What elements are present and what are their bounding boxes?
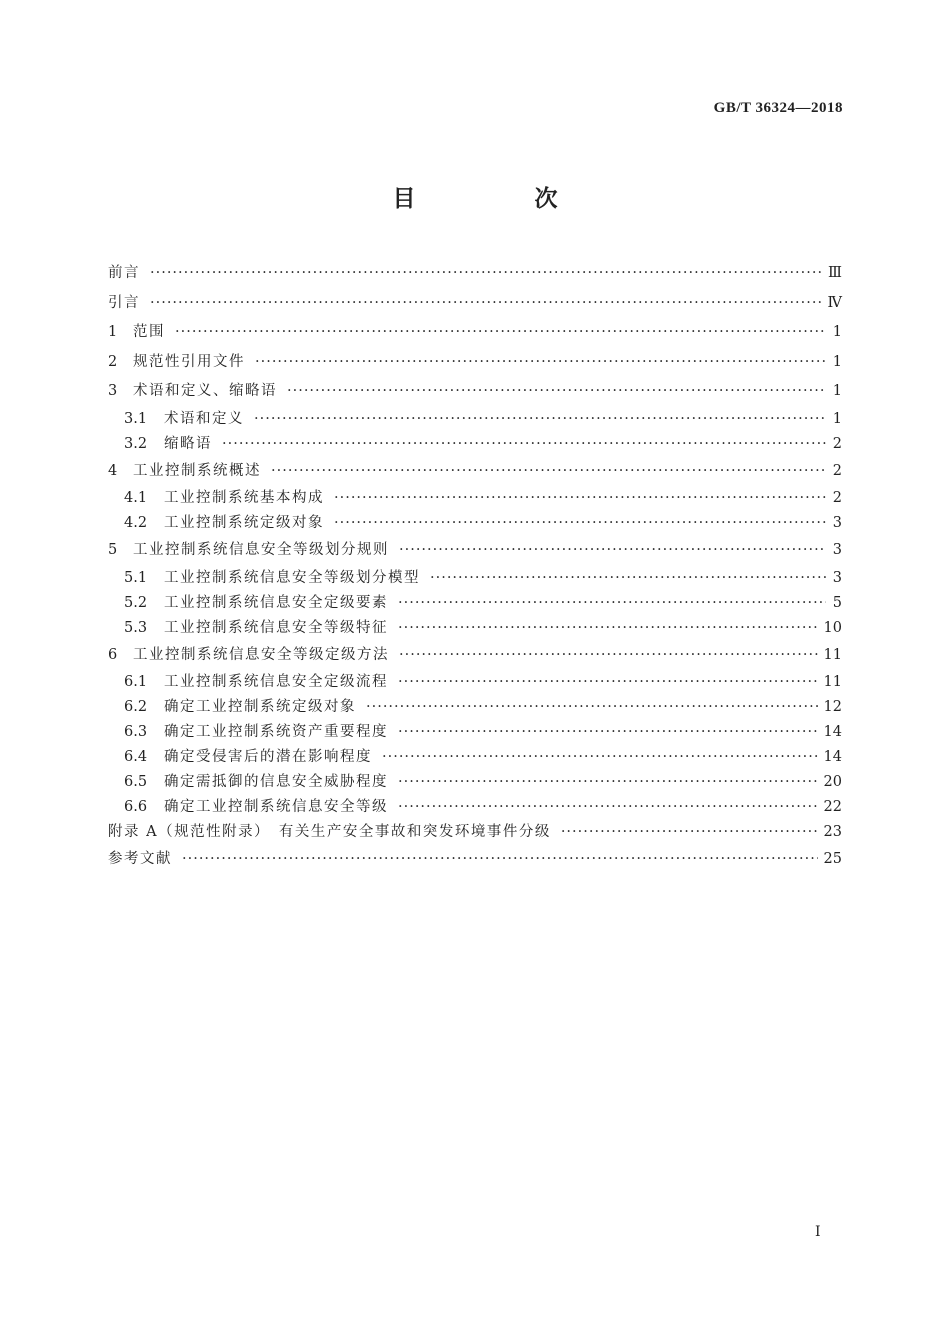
toc-title: 目 次 xyxy=(392,185,606,212)
toc-subentry[interactable] xyxy=(108,695,842,720)
toc-leader xyxy=(398,670,818,695)
toc-entry-text: 确定工业控制系统资产重要程度 xyxy=(164,724,388,740)
toc-entry-page: 1 xyxy=(832,410,842,427)
toc-entry[interactable] xyxy=(108,259,842,289)
toc-leader xyxy=(150,259,822,289)
toc-entry-page: 25 xyxy=(823,851,842,867)
toc-entry-text: 确定需抵御的信息安全威胁程度 xyxy=(164,774,388,790)
toc-entry-text: 工业控制系统信息安全定级要素 xyxy=(164,594,388,611)
toc-leader xyxy=(182,845,818,875)
toc-entry-text: 前言 xyxy=(108,265,140,281)
toc-leader xyxy=(398,720,818,745)
toc-entry-number: 3.1 xyxy=(124,410,148,427)
toc-leader xyxy=(398,795,818,820)
toc-entry-number: 6.6 xyxy=(124,799,148,815)
toc-leader xyxy=(366,695,818,720)
toc-entry-number: 4.2 xyxy=(124,515,148,531)
toc-entry-number: 6.5 xyxy=(124,774,148,790)
toc-entry-page: 5 xyxy=(832,594,842,611)
toc-entry-number: 1 xyxy=(108,324,118,340)
toc-entry-text: 参考文献 xyxy=(108,851,172,867)
toc-entry-number: 6.2 xyxy=(124,699,148,715)
toc-entry-page: 10 xyxy=(823,619,842,636)
toc-entry[interactable] xyxy=(108,457,842,487)
toc-entry[interactable] xyxy=(108,845,842,875)
toc-entry-text: 确定工业控制系统信息安全等级 xyxy=(164,799,388,815)
toc-entry-text: 工业控制系统概述 xyxy=(133,462,261,479)
toc-leader xyxy=(255,348,826,378)
toc-entry-text: 附录 A（规范性附录） 有关生产安全事故和突发环境事件分级 xyxy=(108,824,551,840)
page-number: Ⅰ xyxy=(815,1224,821,1240)
toc-entry-number: 6.1 xyxy=(124,674,148,690)
toc-leader xyxy=(222,432,826,457)
toc-subentry[interactable] xyxy=(108,616,842,641)
toc-subentry[interactable] xyxy=(108,432,842,457)
toc-entry[interactable] xyxy=(108,377,842,407)
toc-leader xyxy=(382,745,818,770)
toc-entry-page: 2 xyxy=(832,490,842,506)
toc-entry-page: 20 xyxy=(823,774,842,790)
toc-entry-page: 3 xyxy=(832,542,842,558)
toc-entry-number: 5.2 xyxy=(124,594,148,611)
toc-entry-page: 23 xyxy=(823,824,842,840)
toc-entry[interactable] xyxy=(108,820,842,845)
toc-entry-page: 14 xyxy=(823,749,842,765)
toc-entry[interactable] xyxy=(108,536,842,566)
toc-entry[interactable] xyxy=(108,318,842,348)
toc-leader xyxy=(254,407,826,432)
toc-entry-number: 4 xyxy=(108,462,118,479)
toc-leader xyxy=(430,566,826,591)
table-of-contents xyxy=(108,259,842,875)
toc-entry-page: 12 xyxy=(823,699,842,715)
standard-number: GB/T 36324—2018 xyxy=(713,100,843,116)
toc-entry-page: Ⅳ xyxy=(827,294,842,311)
toc-entry[interactable] xyxy=(108,348,842,378)
toc-entry-text: 工业控制系统信息安全等级定级方法 xyxy=(133,646,389,663)
toc-entry-number: 5.1 xyxy=(124,569,148,586)
toc-entry-number: 3 xyxy=(108,383,118,399)
toc-entry-text: 引言 xyxy=(108,294,140,311)
toc-subentry[interactable] xyxy=(108,720,842,745)
toc-leader xyxy=(334,486,826,511)
toc-entry-text: 工业控制系统信息安全等级划分模型 xyxy=(164,569,420,586)
toc-entry-text: 工业控制系统信息安全定级流程 xyxy=(164,674,388,690)
toc-entry-text: 规范性引用文件 xyxy=(133,353,245,370)
toc-subentry[interactable] xyxy=(108,486,842,511)
toc-entry-page: 2 xyxy=(832,435,842,452)
toc-entry-page: 3 xyxy=(832,569,842,586)
toc-entry-text: 术语和定义、缩略语 xyxy=(133,383,277,399)
toc-entry-text: 工业控制系统信息安全等级特征 xyxy=(164,619,388,636)
toc-subentry[interactable] xyxy=(108,770,842,795)
toc-entry-page: 14 xyxy=(823,724,842,740)
toc-entry-number: 6.3 xyxy=(124,724,148,740)
toc-entry-text: 工业控制系统信息安全等级划分规则 xyxy=(133,542,389,558)
toc-subentry[interactable] xyxy=(108,511,842,536)
toc-leader xyxy=(287,377,826,407)
toc-subentry[interactable] xyxy=(108,407,842,432)
toc-leader xyxy=(271,457,826,487)
toc-subentry[interactable] xyxy=(108,795,842,820)
toc-leader xyxy=(150,289,822,319)
toc-leader xyxy=(398,591,826,616)
toc-leader xyxy=(175,318,826,348)
toc-entry-number: 4.1 xyxy=(124,490,148,506)
toc-entry-number: 3.2 xyxy=(124,435,148,452)
toc-entry-text: 缩略语 xyxy=(164,435,212,452)
toc-leader xyxy=(561,820,818,845)
toc-entry-number: 6 xyxy=(108,646,118,663)
toc-entry-text: 确定工业控制系统定级对象 xyxy=(164,699,356,715)
toc-subentry[interactable] xyxy=(108,745,842,770)
toc-entry[interactable] xyxy=(108,641,842,671)
toc-subentry[interactable] xyxy=(108,566,842,591)
toc-entry-page: 1 xyxy=(832,353,842,370)
toc-entry-page: 1 xyxy=(832,324,842,340)
toc-entry-page: 1 xyxy=(832,383,842,399)
toc-entry-page: 2 xyxy=(832,462,842,479)
toc-entry-text: 工业控制系统定级对象 xyxy=(164,515,324,531)
toc-subentry[interactable] xyxy=(108,670,842,695)
toc-subentry[interactable] xyxy=(108,591,842,616)
toc-leader xyxy=(399,641,818,671)
toc-entry-page: Ⅲ xyxy=(828,265,842,281)
toc-entry-text: 工业控制系统基本构成 xyxy=(164,490,324,506)
toc-entry-page: 11 xyxy=(823,674,842,690)
toc-entry-page: 11 xyxy=(823,646,842,663)
toc-entry-text: 术语和定义 xyxy=(164,410,244,427)
toc-entry[interactable] xyxy=(108,289,842,319)
toc-entry-page: 3 xyxy=(832,515,842,531)
toc-entry-text: 确定受侵害后的潜在影响程度 xyxy=(164,749,372,765)
toc-leader xyxy=(398,616,818,641)
toc-leader xyxy=(398,770,818,795)
toc-entry-number: 2 xyxy=(108,353,118,370)
toc-entry-number: 5 xyxy=(108,542,118,558)
toc-leader xyxy=(399,536,826,566)
toc-entry-page: 22 xyxy=(823,799,842,815)
toc-entry-text: 范围 xyxy=(133,324,165,340)
toc-entry-number: 6.4 xyxy=(124,749,148,765)
toc-entry-number: 5.3 xyxy=(124,619,148,636)
toc-leader xyxy=(334,511,826,536)
